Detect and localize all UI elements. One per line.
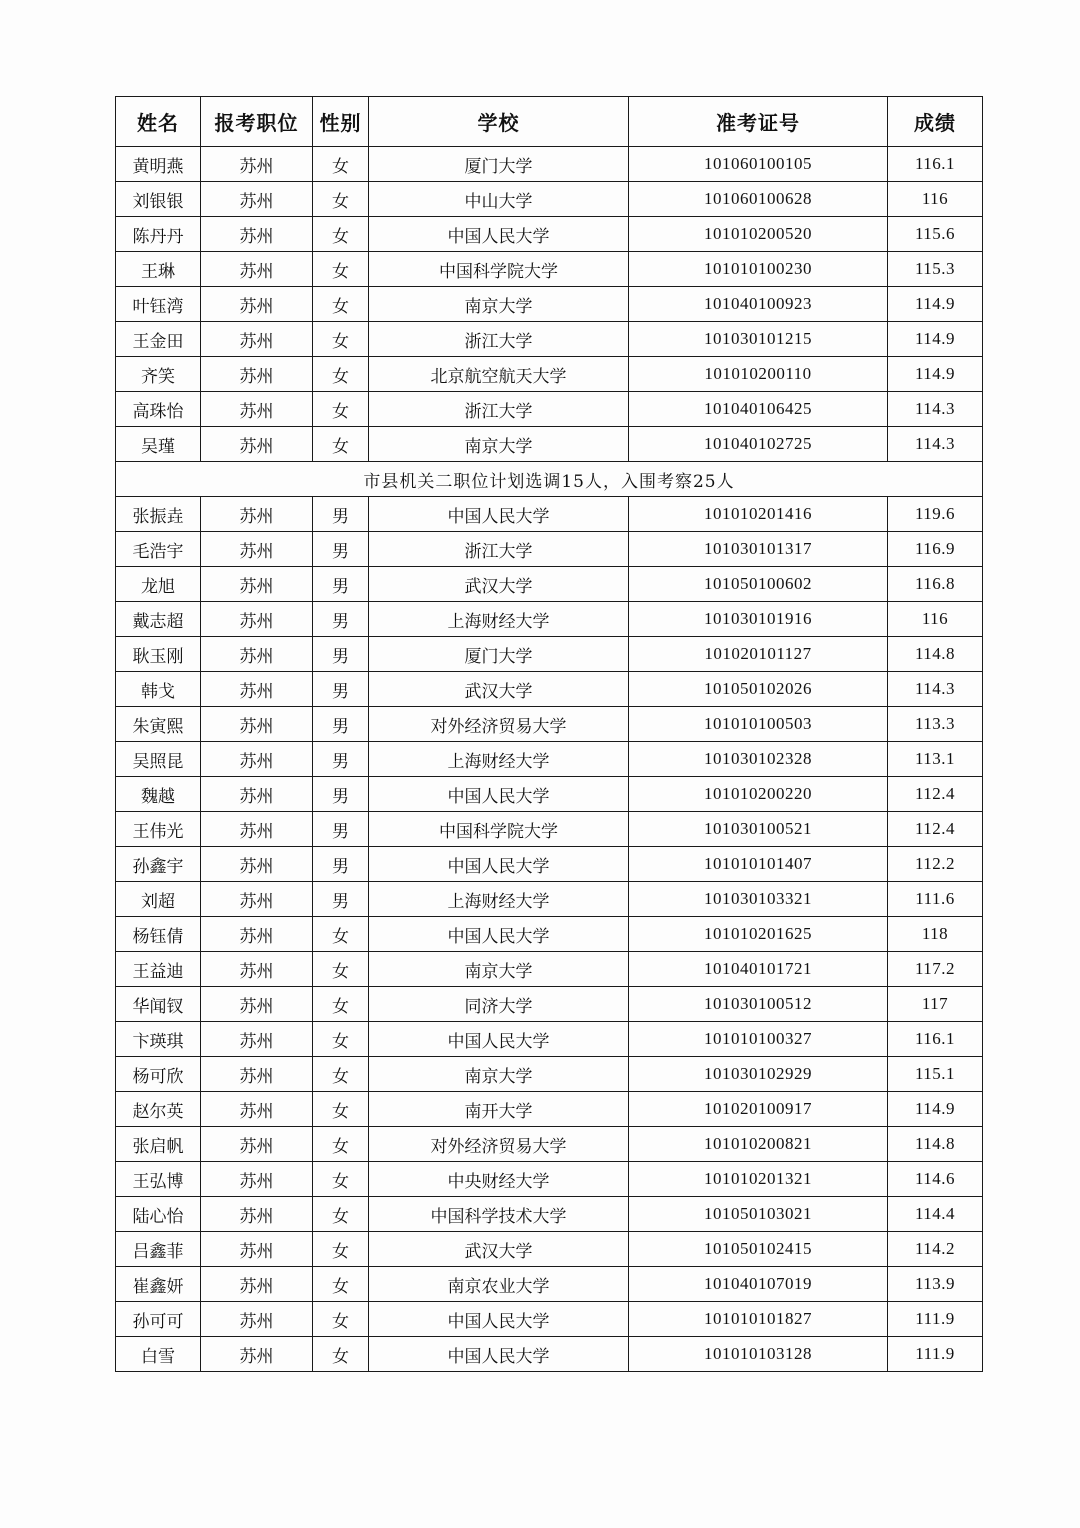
header-school: 学校 [369,97,629,147]
cell-gender: 男 [313,847,369,882]
cell-school: 中国科学院大学 [369,252,629,287]
group-a-rows [116,147,983,462]
cell-gender: 男 [313,497,369,532]
cell-position: 苏州 [201,147,313,182]
cell-exam-id: 101040107019 [629,1267,888,1302]
cell-score: 115.1 [888,1057,983,1092]
cell-score: 116.9 [888,532,983,567]
cell-gender: 男 [313,707,369,742]
header-row [116,97,983,147]
cell-school: 浙江大学 [369,532,629,567]
table-row [116,1127,983,1162]
cell-exam-id: 101050103021 [629,1197,888,1232]
table-row [116,1302,983,1337]
cell-school: 厦门大学 [369,637,629,672]
cell-gender: 男 [313,672,369,707]
cell-score: 114.8 [888,637,983,672]
cell-exam-id: 101020101127 [629,637,888,672]
cell-school: 中国人民大学 [369,1337,629,1372]
cell-gender: 男 [313,602,369,637]
cell-exam-id: 101010200821 [629,1127,888,1162]
cell-name: 杨钰倩 [116,917,201,952]
table-row [116,847,983,882]
cell-gender: 女 [313,322,369,357]
cell-school: 北京航空航天大学 [369,357,629,392]
cell-name: 魏越 [116,777,201,812]
cell-position: 苏州 [201,182,313,217]
cell-position: 苏州 [201,847,313,882]
cell-position: 苏州 [201,1232,313,1267]
cell-name: 毛浩宇 [116,532,201,567]
table-row [116,532,983,567]
cell-school: 中国科学院大学 [369,812,629,847]
cell-exam-id: 101010201321 [629,1162,888,1197]
cell-school: 上海财经大学 [369,742,629,777]
cell-name: 王益迪 [116,952,201,987]
cell-gender: 女 [313,1267,369,1302]
cell-school: 中国人民大学 [369,777,629,812]
header-score: 成绩 [888,97,983,147]
cell-position: 苏州 [201,1197,313,1232]
cell-name: 耿玉刚 [116,637,201,672]
table-row [116,707,983,742]
cell-position: 苏州 [201,1092,313,1127]
cell-score: 116.1 [888,147,983,182]
cell-score: 111.6 [888,882,983,917]
cell-gender: 女 [313,1302,369,1337]
cell-position: 苏州 [201,322,313,357]
cell-position: 苏州 [201,672,313,707]
section-divider [116,462,983,497]
cell-school: 中国人民大学 [369,1022,629,1057]
cell-gender: 女 [313,427,369,462]
cell-school: 厦门大学 [369,147,629,182]
cell-position: 苏州 [201,392,313,427]
cell-score: 115.6 [888,217,983,252]
cell-score: 117 [888,987,983,1022]
cell-exam-id: 101040106425 [629,392,888,427]
cell-school: 上海财经大学 [369,602,629,637]
cell-name: 高珠怡 [116,392,201,427]
cell-school: 浙江大学 [369,392,629,427]
cell-position: 苏州 [201,287,313,322]
cell-exam-id: 101030101317 [629,532,888,567]
cell-position: 苏州 [201,882,313,917]
cell-position: 苏州 [201,1022,313,1057]
cell-score: 117.2 [888,952,983,987]
cell-name: 韩戈 [116,672,201,707]
cell-name: 陆心怡 [116,1197,201,1232]
cell-school: 对外经济贸易大学 [369,707,629,742]
cell-position: 苏州 [201,1162,313,1197]
cell-score: 114.3 [888,427,983,462]
cell-gender: 男 [313,532,369,567]
table-row [116,812,983,847]
cell-position: 苏州 [201,1267,313,1302]
cell-name: 吴照昆 [116,742,201,777]
cell-gender: 女 [313,182,369,217]
section-title: 市县机关二职位计划选调15人，入围考察25人 [116,462,983,497]
cell-score: 115.3 [888,252,983,287]
table-row [116,1057,983,1092]
cell-position: 苏州 [201,1057,313,1092]
table-row [116,357,983,392]
cell-exam-id: 101060100628 [629,182,888,217]
group-b-rows [116,497,983,1372]
cell-exam-id: 101030100521 [629,812,888,847]
cell-name: 卞瑛琪 [116,1022,201,1057]
cell-gender: 男 [313,777,369,812]
cell-name: 王琳 [116,252,201,287]
cell-school: 武汉大学 [369,567,629,602]
table-row [116,217,983,252]
table-row [116,602,983,637]
table-row [116,392,983,427]
table-row [116,1022,983,1057]
cell-score: 114.3 [888,672,983,707]
cell-name: 戴志超 [116,602,201,637]
cell-exam-id: 101030103321 [629,882,888,917]
cell-position: 苏州 [201,707,313,742]
cell-school: 南开大学 [369,1092,629,1127]
results-table [115,96,983,1372]
cell-gender: 女 [313,987,369,1022]
cell-exam-id: 101010200110 [629,357,888,392]
table-row [116,742,983,777]
cell-name: 刘超 [116,882,201,917]
cell-gender: 女 [313,1022,369,1057]
table-row [116,637,983,672]
cell-position: 苏州 [201,777,313,812]
cell-score: 114.4 [888,1197,983,1232]
cell-position: 苏州 [201,987,313,1022]
header-gender: 性别 [313,97,369,147]
cell-gender: 女 [313,1127,369,1162]
cell-exam-id: 101050102415 [629,1232,888,1267]
table-row [116,147,983,182]
cell-position: 苏州 [201,357,313,392]
cell-gender: 女 [313,252,369,287]
table-row [116,497,983,532]
cell-score: 119.6 [888,497,983,532]
table-row [116,182,983,217]
table-row [116,322,983,357]
cell-position: 苏州 [201,1337,313,1372]
cell-exam-id: 101010101407 [629,847,888,882]
cell-gender: 女 [313,1232,369,1267]
cell-school: 南京大学 [369,427,629,462]
cell-name: 陈丹丹 [116,217,201,252]
cell-exam-id: 101030100512 [629,987,888,1022]
cell-name: 孙可可 [116,1302,201,1337]
cell-school: 南京大学 [369,952,629,987]
cell-gender: 女 [313,1337,369,1372]
cell-position: 苏州 [201,427,313,462]
cell-exam-id: 101060100105 [629,147,888,182]
cell-score: 114.9 [888,1092,983,1127]
cell-exam-id: 101040101721 [629,952,888,987]
table-row [116,1092,983,1127]
cell-score: 111.9 [888,1302,983,1337]
cell-exam-id: 101010100327 [629,1022,888,1057]
cell-school: 中国人民大学 [369,847,629,882]
table-row [116,777,983,812]
cell-score: 116.1 [888,1022,983,1057]
cell-exam-id: 101030102929 [629,1057,888,1092]
table-row [116,987,983,1022]
cell-name: 崔鑫妍 [116,1267,201,1302]
header-name: 姓名 [116,97,201,147]
cell-score: 111.9 [888,1337,983,1372]
cell-exam-id: 101010101827 [629,1302,888,1337]
table-header [116,97,983,147]
cell-score: 118 [888,917,983,952]
cell-score: 114.8 [888,1127,983,1162]
cell-score: 113.1 [888,742,983,777]
cell-name: 刘银银 [116,182,201,217]
cell-name: 王弘博 [116,1162,201,1197]
cell-score: 112.2 [888,847,983,882]
cell-name: 齐笑 [116,357,201,392]
cell-gender: 女 [313,392,369,427]
cell-gender: 男 [313,742,369,777]
table-row [116,917,983,952]
table-row [116,1197,983,1232]
cell-exam-id: 101050100602 [629,567,888,602]
cell-school: 中央财经大学 [369,1162,629,1197]
cell-name: 叶钰湾 [116,287,201,322]
table-row [116,1162,983,1197]
cell-gender: 女 [313,1057,369,1092]
cell-score: 116 [888,182,983,217]
cell-school: 武汉大学 [369,1232,629,1267]
cell-position: 苏州 [201,532,313,567]
cell-gender: 女 [313,952,369,987]
cell-school: 中国人民大学 [369,497,629,532]
cell-exam-id: 101010100230 [629,252,888,287]
cell-score: 112.4 [888,777,983,812]
cell-score: 114.6 [888,1162,983,1197]
cell-name: 吴瑾 [116,427,201,462]
cell-score: 116.8 [888,567,983,602]
cell-name: 王金田 [116,322,201,357]
cell-name: 张振垚 [116,497,201,532]
cell-gender: 女 [313,357,369,392]
table-row [116,252,983,287]
cell-school: 上海财经大学 [369,882,629,917]
cell-exam-id: 101010200220 [629,777,888,812]
cell-school: 中国人民大学 [369,917,629,952]
cell-position: 苏州 [201,917,313,952]
cell-name: 华闻钗 [116,987,201,1022]
cell-name: 吕鑫菲 [116,1232,201,1267]
cell-exam-id: 101010200520 [629,217,888,252]
cell-position: 苏州 [201,1127,313,1162]
cell-gender: 女 [313,1162,369,1197]
cell-exam-id: 101020100917 [629,1092,888,1127]
table-row [116,1232,983,1267]
cell-name: 杨可欣 [116,1057,201,1092]
cell-position: 苏州 [201,567,313,602]
cell-exam-id: 101040100923 [629,287,888,322]
cell-position: 苏州 [201,812,313,847]
cell-score: 113.9 [888,1267,983,1302]
cell-name: 张启帆 [116,1127,201,1162]
cell-exam-id: 101030101215 [629,322,888,357]
cell-school: 对外经济贸易大学 [369,1127,629,1162]
cell-position: 苏州 [201,742,313,777]
cell-gender: 男 [313,637,369,672]
cell-score: 114.3 [888,392,983,427]
cell-position: 苏州 [201,637,313,672]
cell-name: 赵尔英 [116,1092,201,1127]
header-exam-id: 准考证号 [629,97,888,147]
cell-position: 苏州 [201,497,313,532]
cell-school: 南京大学 [369,1057,629,1092]
cell-score: 114.2 [888,1232,983,1267]
cell-exam-id: 101010100503 [629,707,888,742]
cell-school: 同济大学 [369,987,629,1022]
cell-position: 苏州 [201,1302,313,1337]
cell-gender: 女 [313,917,369,952]
cell-score: 112.4 [888,812,983,847]
cell-gender: 女 [313,217,369,252]
cell-name: 王伟光 [116,812,201,847]
cell-score: 114.9 [888,322,983,357]
cell-school: 中山大学 [369,182,629,217]
cell-exam-id: 101010103128 [629,1337,888,1372]
cell-name: 孙鑫宇 [116,847,201,882]
cell-school: 中国人民大学 [369,217,629,252]
table-row [116,952,983,987]
cell-exam-id: 101050102026 [629,672,888,707]
cell-gender: 女 [313,287,369,322]
table-row [116,427,983,462]
cell-school: 中国科学技术大学 [369,1197,629,1232]
cell-name: 龙旭 [116,567,201,602]
cell-score: 114.9 [888,287,983,322]
header-position: 报考职位 [201,97,313,147]
cell-position: 苏州 [201,602,313,637]
cell-score: 114.9 [888,357,983,392]
cell-score: 116 [888,602,983,637]
table-row [116,672,983,707]
cell-position: 苏州 [201,252,313,287]
cell-name: 朱寅熙 [116,707,201,742]
table-row [116,882,983,917]
cell-school: 中国人民大学 [369,1302,629,1337]
cell-gender: 女 [313,147,369,182]
cell-position: 苏州 [201,952,313,987]
cell-exam-id: 101030102328 [629,742,888,777]
cell-school: 武汉大学 [369,672,629,707]
cell-gender: 男 [313,882,369,917]
section-row [116,462,983,497]
cell-school: 南京农业大学 [369,1267,629,1302]
cell-name: 白雪 [116,1337,201,1372]
cell-exam-id: 101030101916 [629,602,888,637]
cell-position: 苏州 [201,217,313,252]
cell-gender: 男 [313,812,369,847]
cell-gender: 男 [313,567,369,602]
cell-gender: 女 [313,1092,369,1127]
table-row [116,567,983,602]
table-row [116,287,983,322]
cell-gender: 女 [313,1197,369,1232]
cell-exam-id: 101040102725 [629,427,888,462]
cell-score: 113.3 [888,707,983,742]
cell-exam-id: 101010201416 [629,497,888,532]
cell-school: 浙江大学 [369,322,629,357]
cell-school: 南京大学 [369,287,629,322]
table-row [116,1337,983,1372]
table-row [116,1267,983,1302]
cell-name: 黄明燕 [116,147,201,182]
cell-exam-id: 101010201625 [629,917,888,952]
